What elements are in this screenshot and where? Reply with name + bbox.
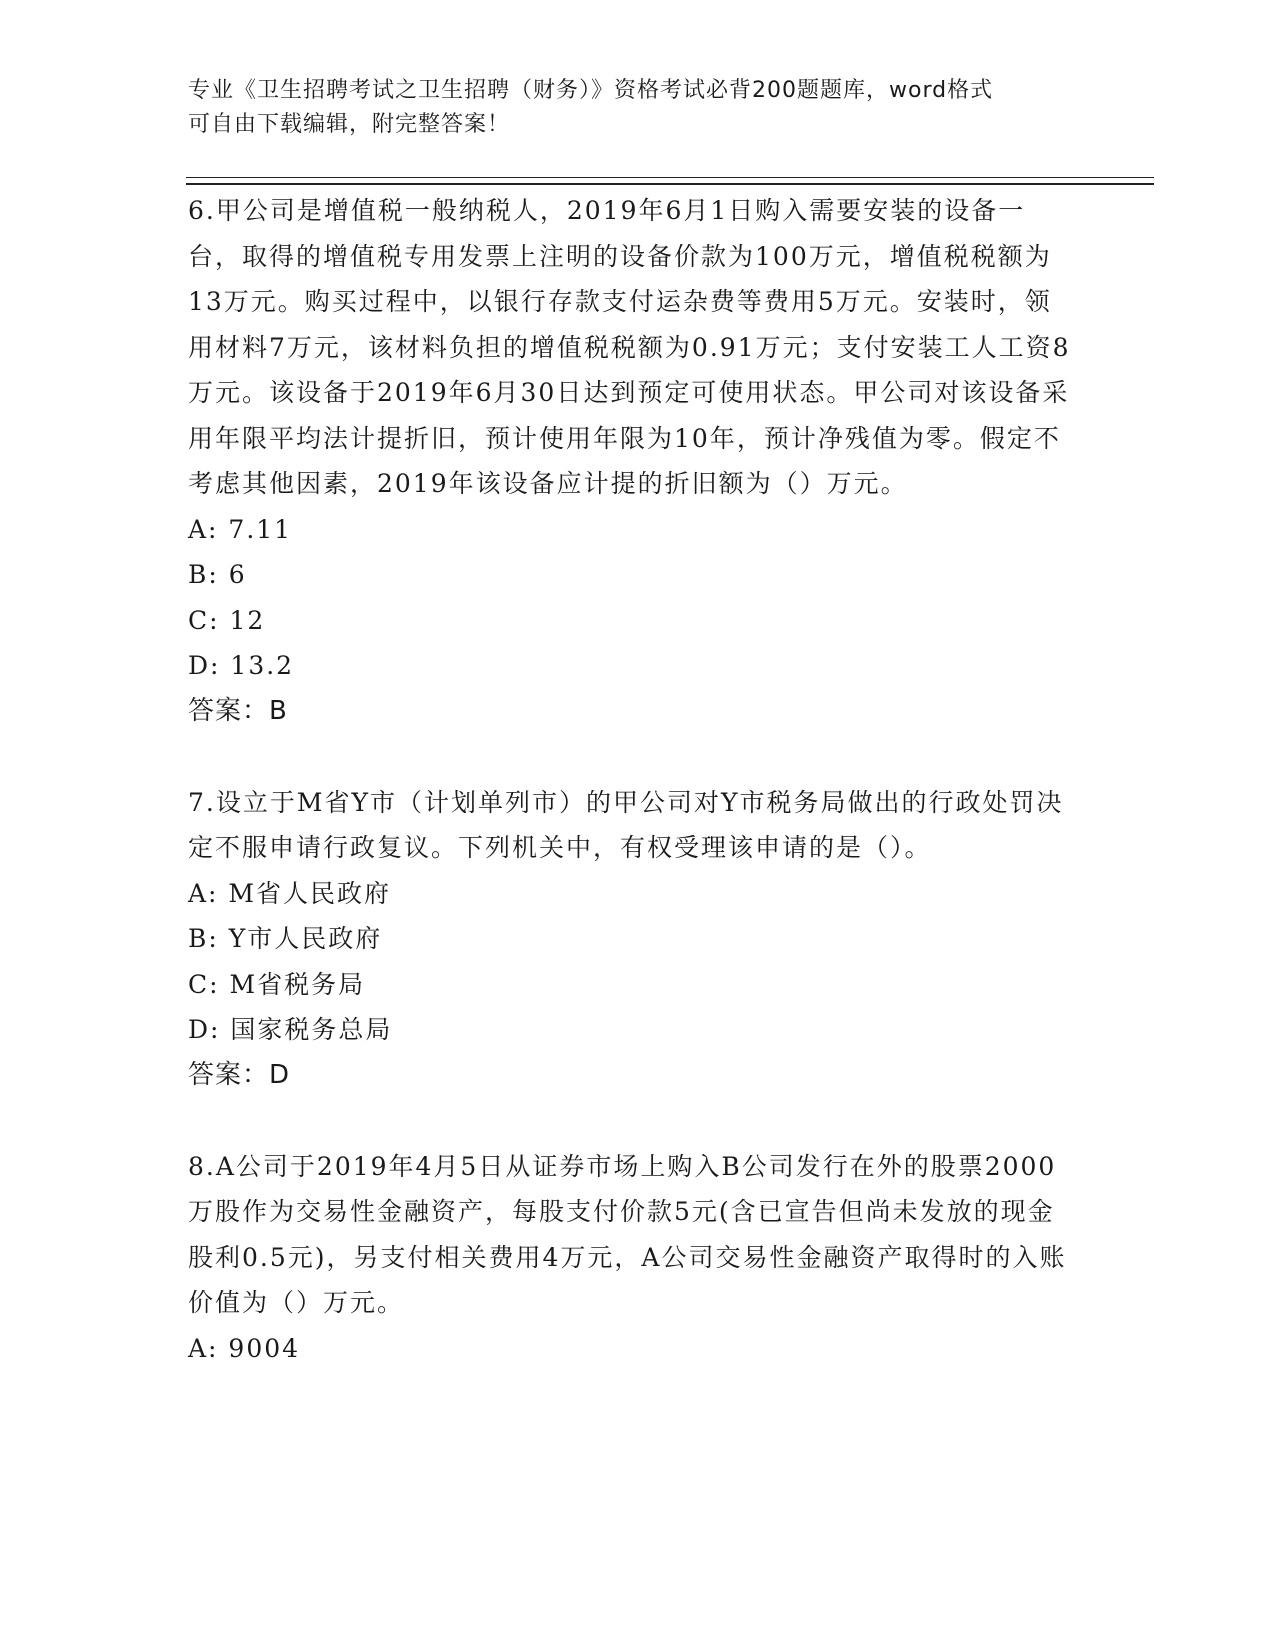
- question-7: [188, 780, 1078, 1099]
- spacer: [188, 734, 1078, 780]
- option-c: C: 12: [188, 605, 266, 635]
- option-a: A: 7.11: [188, 514, 293, 544]
- answer-line: 答案：D: [188, 1059, 291, 1090]
- question-6: [188, 188, 1078, 734]
- spacer: [188, 1098, 1078, 1144]
- option-d: D: 13.2: [188, 651, 295, 680]
- question-text: 6.甲公司是增值税一般纳税人，2019年6月1日购入需要安装的设备一台，取得的增值税专用发票上注明的设备价款为100万元，增值税税额为13万元。购买过程中，以银行存款支付运杂费等费用5万元。安装时，领用材料7万元，该材料负担的增值税税额为0.91万元；支付安装工人工资8万元。该设备于2019年6月30日达到预定可使用状态。甲公司对该设备采用年限平均法计提折旧，预计使用年限为10年，预计净残值为零。假定不考虑其他因素，2019年该设备应计提的折旧额为（）万元。: [188, 196, 1071, 498]
- question-text: 7.设立于M省Y市（计划单列市）的甲公司对Y市税务局做出的行政处罚决定不服申请行政复议。下列机关中，有权受理该申请的是（）。: [188, 787, 1064, 862]
- option-a: A: M省人民政府: [188, 878, 392, 908]
- option-b: B: Y市人民政府: [188, 924, 383, 953]
- header-divider-thick: [186, 183, 1154, 185]
- option-b: B: 6: [188, 560, 247, 589]
- header-line-2: 可自由下载编辑，附完整答案！: [188, 112, 511, 137]
- document-header: [188, 74, 1088, 142]
- option-a: A: 9004: [188, 1333, 301, 1363]
- question-8: [188, 1144, 1078, 1372]
- question-text: 8.A公司于2019年4月5日从证券市场上购入B公司发行在外的股票2000万股作为交易性金融资产，每股支付价款5元(含已宣告但尚未发放的现金股利0.5元)，另支付相关费用4万元，A公司交易性金融资产取得时的入账价值为（）万元。: [188, 1151, 1067, 1317]
- option-d: D: 国家税务总局: [188, 1015, 393, 1044]
- question-list: [188, 188, 1078, 1371]
- header-divider-thin: [186, 177, 1154, 178]
- header-line-1: 专业《卫生招聘考试之卫生招聘（财务）》资格考试必背200题题库，word格式: [188, 78, 994, 103]
- option-c: C: M省税务局: [188, 969, 366, 999]
- answer-line: 答案：B: [188, 695, 288, 726]
